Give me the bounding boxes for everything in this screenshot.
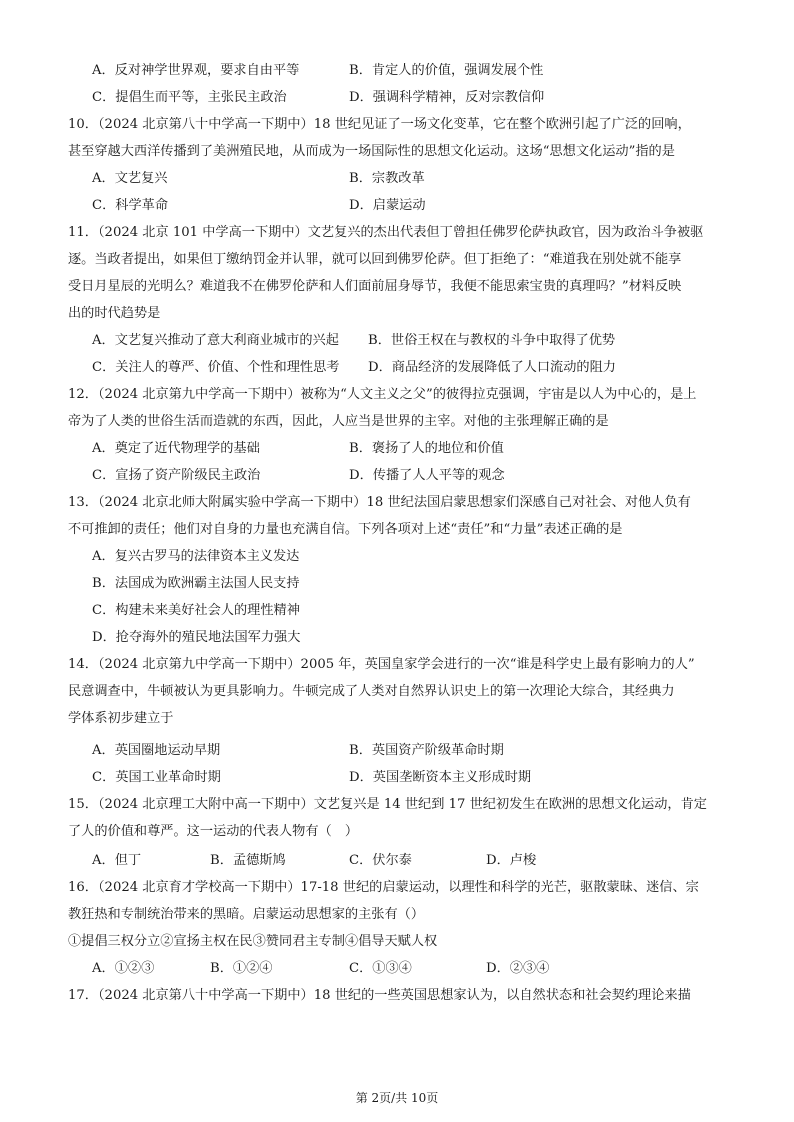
q13-option-a: A．复兴古罗马的法律资本主义发达 (92, 549, 300, 564)
q14-option-c: C．英国工业革命时期 (92, 770, 221, 785)
q11-option-b: B．世俗王权在与教权的斗争中取得了优势 (368, 333, 616, 348)
q16-statements: ①提倡三权分立②宣扬主权在民③赞同君主专制④倡导天赋人权 (68, 934, 438, 949)
q11-stem-line-2: 逐。当政者提出，如果但丁缴纳罚金并认罪，就可以回到佛罗伦萨。但丁拒绝了：“难道我在别处就不能享 (68, 252, 682, 267)
q12-stem-line-1: 12．（2024 北京第九中学高一下期中）被称为“人文主义之父”的彼得拉克强调，宇宙是以人为中心的，是上 (68, 387, 697, 402)
q16-option-b: B．①②④ (210, 961, 273, 976)
q12-option-a: A．奠定了近代物理学的基础 (92, 441, 260, 456)
q11-stem-line-4: 出的时代趋势是 (68, 306, 161, 321)
q16-stem-line-2: 教狂热和专制统治带来的黑暗。启蒙运动思想家的主张有（） (68, 907, 425, 922)
q11-option-a: A．文艺复兴推动了意大利商业城市的兴起 (92, 333, 339, 348)
q13-option-d: D．抢夺海外的殖民地法国军力强大 (92, 630, 301, 645)
q11-stem-line-1: 11．（2024 北京 101 中学高一下期中）文艺复兴的杰出代表但丁曾担任佛罗伦萨执政官，因为政治斗争被驱 (68, 225, 704, 240)
q9-option-a: A．反对神学世界观，要求自由平等 (92, 63, 300, 78)
q11-option-c: C．关注人的尊严、价值、个性和理性思考 (92, 360, 340, 375)
q13-option-b: B．法国成为欧洲霸主法国人民支持 (92, 576, 300, 591)
q16-stem-line-1: 16．（2024 北京育才学校高一下期中）17-18 世纪的启蒙运动，以理性和科学的光芒，驱散蒙昧、迷信、宗 (68, 880, 699, 895)
q14-stem-line-3: 学体系初步建立于 (68, 711, 174, 726)
q9-option-b: B．肯定人的价值，强调发展个性 (349, 63, 544, 78)
q15-option-b: B．孟德斯鸠 (210, 853, 286, 868)
q14-stem-line-2: 民意调查中，牛顿被认为更具影响力。牛顿完成了人类对自然界认识史上的第一次理论大综合，其经典力 (68, 684, 675, 699)
q12-option-b: B．褒扬了人的地位和价值 (349, 441, 504, 456)
q13-stem-line-1: 13．（2024 北京北师大附属实验中学高一下期中）18 世纪法国启蒙思想家们深感自己对社会、对他人负有 (68, 495, 691, 510)
q9-option-d: D．强调科学精神，反对宗教信仰 (349, 90, 545, 105)
q15-option-d: D．卢梭 (486, 853, 537, 868)
q15-stem-line-2: 了人的价值和尊严。这一运动的代表人物有（ ） (68, 824, 359, 839)
q10-option-a: A．文艺复兴 (92, 171, 168, 186)
q16-option-a: A．①②③ (92, 961, 155, 976)
q13-option-c: C．构建未来美好社会人的理性精神 (92, 603, 300, 618)
q10-stem-line-2: 甚至穿越大西洋传播到了美洲殖民地，从而成为一场国际性的思想文化运动。这场“思想文化运动”指的是 (68, 144, 675, 159)
q16-option-c: C．①③④ (349, 961, 412, 976)
page-number-footer: 第 2页/共 10页 (355, 1091, 439, 1105)
q10-option-b: B．宗教改革 (349, 171, 425, 186)
q17-stem-line-1: 17．（2024 北京第八十中学高一下期中）18 世纪的一些英国思想家认为，以自然状态和社会契约理论来描 (68, 988, 691, 1003)
q10-option-d: D．启蒙运动 (349, 198, 426, 213)
q14-option-a: A．英国圈地运动早期 (92, 743, 221, 758)
q14-option-d: D．英国垄断资本主义形成时期 (349, 770, 532, 785)
q12-option-d: D．传播了人人平等的观念 (349, 468, 505, 483)
q15-stem-line-1: 15．（2024 北京理工大附中高一下期中）文艺复兴是 14 世纪到 17 世纪初发生在欧洲的思想文化运动，肯定 (68, 797, 707, 812)
q12-option-c: C．宣扬了资产阶级民主政治 (92, 468, 261, 483)
q15-option-a: A．但丁 (92, 853, 142, 868)
q10-option-c: C．科学革命 (92, 198, 169, 213)
q9-option-c: C．提倡生而平等，主张民主政治 (92, 90, 287, 105)
q13-stem-line-2: 不可推卸的责任；他们对自身的力量也充满自信。下列各项对上述“责任”和“力量”表述正确的是 (68, 522, 623, 537)
q16-option-d: D．②③④ (486, 961, 550, 976)
q11-option-d: D．商品经济的发展降低了人口流动的阻力 (368, 360, 616, 375)
q10-stem-line-1: 10．（2024 北京第八十中学高一下期中）18 世纪见证了一场文化变革，它在整个欧洲引起了广泛的回响， (68, 117, 691, 132)
q11-stem-line-3: 受日月星辰的光明么？难道我不在佛罗伦萨和人们面前屈身辱节，我便不能思索宝贵的真理吗？”材料反映 (68, 279, 682, 294)
q14-stem-line-1: 14．（2024 北京第九中学高一下期中）2005 年，英国皇家学会进行的一次“谁是科学史上最有影响力的人” (68, 657, 695, 672)
q14-option-b: B．英国资产阶级革命时期 (349, 743, 504, 758)
q12-stem-line-2: 帝为了人类的世俗生活而造就的东西，因此，人应当是世界的主宰。对他的主张理解正确的是 (68, 414, 609, 429)
q15-option-c: C．伏尔泰 (349, 853, 412, 868)
